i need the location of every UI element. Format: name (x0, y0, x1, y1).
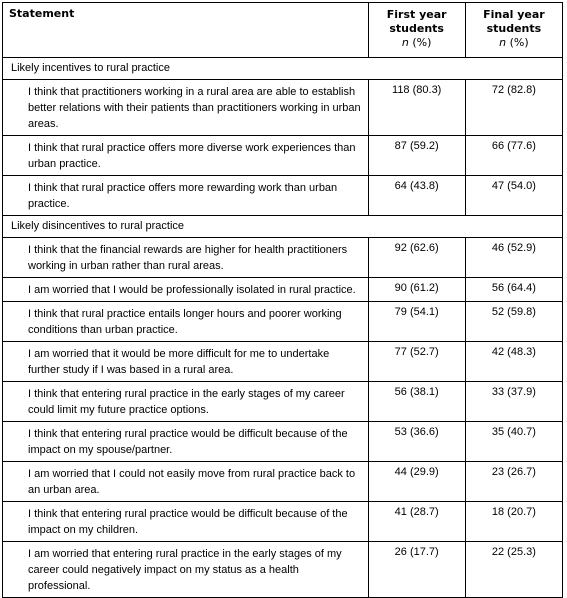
first-year-header-line1: First year (386, 8, 447, 21)
final-year-cell: 46 (52.9) (465, 238, 562, 278)
section-title-incentives: Likely incentives to rural practice (3, 58, 563, 80)
first-year-cell: 53 (36.6) (368, 422, 465, 462)
table-row (3, 422, 563, 462)
first-year-cell: 87 (59.2) (368, 136, 465, 176)
final-year-cell: 23 (26.7) (465, 462, 562, 502)
statement-cell: I think that practitioners working in a rural area are able to establish better relations with their patients than practitioners working in urban areas. (3, 80, 369, 136)
statement-cell: I think that rural practice offers more diverse work experiences than urban practice. (3, 136, 369, 176)
first-year-cell: 118 (80.3) (368, 80, 465, 136)
first-year-cell: 64 (43.8) (368, 176, 465, 216)
statement-cell: I am worried that it would be more difficult for me to undertake further study if I was based in a rural area. (3, 342, 369, 382)
final-year-header-line1: Final year (483, 8, 545, 21)
final-year-n-label: n (499, 36, 507, 49)
first-year-cell: 77 (52.7) (368, 342, 465, 382)
statement-cell: I think that entering rural practice would be difficult because of the impact on my children. (3, 502, 369, 542)
final-year-cell: 22 (25.3) (465, 542, 562, 598)
statement-cell: I am worried that entering rural practice in the early stages of my career could negatively impact on my status as a health professional. (3, 542, 369, 598)
first-year-cell: 41 (28.7) (368, 502, 465, 542)
statement-cell: I am worried that I could not easily move from rural practice back to an urban area. (3, 462, 369, 502)
final-year-cell: 72 (82.8) (465, 80, 562, 136)
first-year-pct-label: (%) (408, 36, 432, 49)
first-year-cell: 92 (62.6) (368, 238, 465, 278)
section-title-disincentives: Likely disincentives to rural practice (3, 216, 563, 238)
section-row-disincentives (3, 216, 563, 238)
table-row (3, 502, 563, 542)
table-row (3, 382, 563, 422)
first-year-header (368, 3, 465, 58)
table-row (3, 302, 563, 342)
table-row (3, 542, 563, 598)
survey-table (2, 2, 563, 598)
table-row (3, 238, 563, 278)
final-year-cell: 52 (59.8) (465, 302, 562, 342)
table-row (3, 462, 563, 502)
first-year-cell: 56 (38.1) (368, 382, 465, 422)
statement-cell: I think that the financial rewards are higher for health practitioners working in urban rather than rural areas. (3, 238, 369, 278)
header-row (3, 3, 563, 58)
first-year-n-label: n (401, 36, 409, 49)
final-year-cell: 66 (77.6) (465, 136, 562, 176)
first-year-header-line2: students (389, 22, 444, 35)
statement-cell: I am worried that I would be professionally isolated in rural practice. (3, 278, 369, 302)
section-row-incentives (3, 58, 563, 80)
table-row (3, 176, 563, 216)
statement-header: Statement (3, 3, 369, 58)
final-year-header-line2: students (486, 22, 542, 35)
final-year-cell: 35 (40.7) (465, 422, 562, 462)
final-year-pct-label: (%) (506, 36, 529, 49)
table-row (3, 342, 563, 382)
final-year-cell: 33 (37.9) (465, 382, 562, 422)
statement-cell: I think that rural practice offers more rewarding work than urban practice. (3, 176, 369, 216)
first-year-cell: 44 (29.9) (368, 462, 465, 502)
statement-cell: I think that rural practice entails longer hours and poorer working conditions than urban practice. (3, 302, 369, 342)
table-row (3, 136, 563, 176)
final-year-cell: 56 (64.4) (465, 278, 562, 302)
final-year-header (465, 3, 562, 58)
final-year-cell: 18 (20.7) (465, 502, 562, 542)
final-year-cell: 47 (54.0) (465, 176, 562, 216)
statement-cell: I think that entering rural practice in the early stages of my career could limit my future practice options. (3, 382, 369, 422)
statement-cell: I think that entering rural practice would be difficult because of the impact on my spouse/partner. (3, 422, 369, 462)
first-year-cell: 79 (54.1) (368, 302, 465, 342)
first-year-cell: 90 (61.2) (368, 278, 465, 302)
final-year-cell: 42 (48.3) (465, 342, 562, 382)
table-row (3, 278, 563, 302)
first-year-cell: 26 (17.7) (368, 542, 465, 598)
table-row (3, 80, 563, 136)
